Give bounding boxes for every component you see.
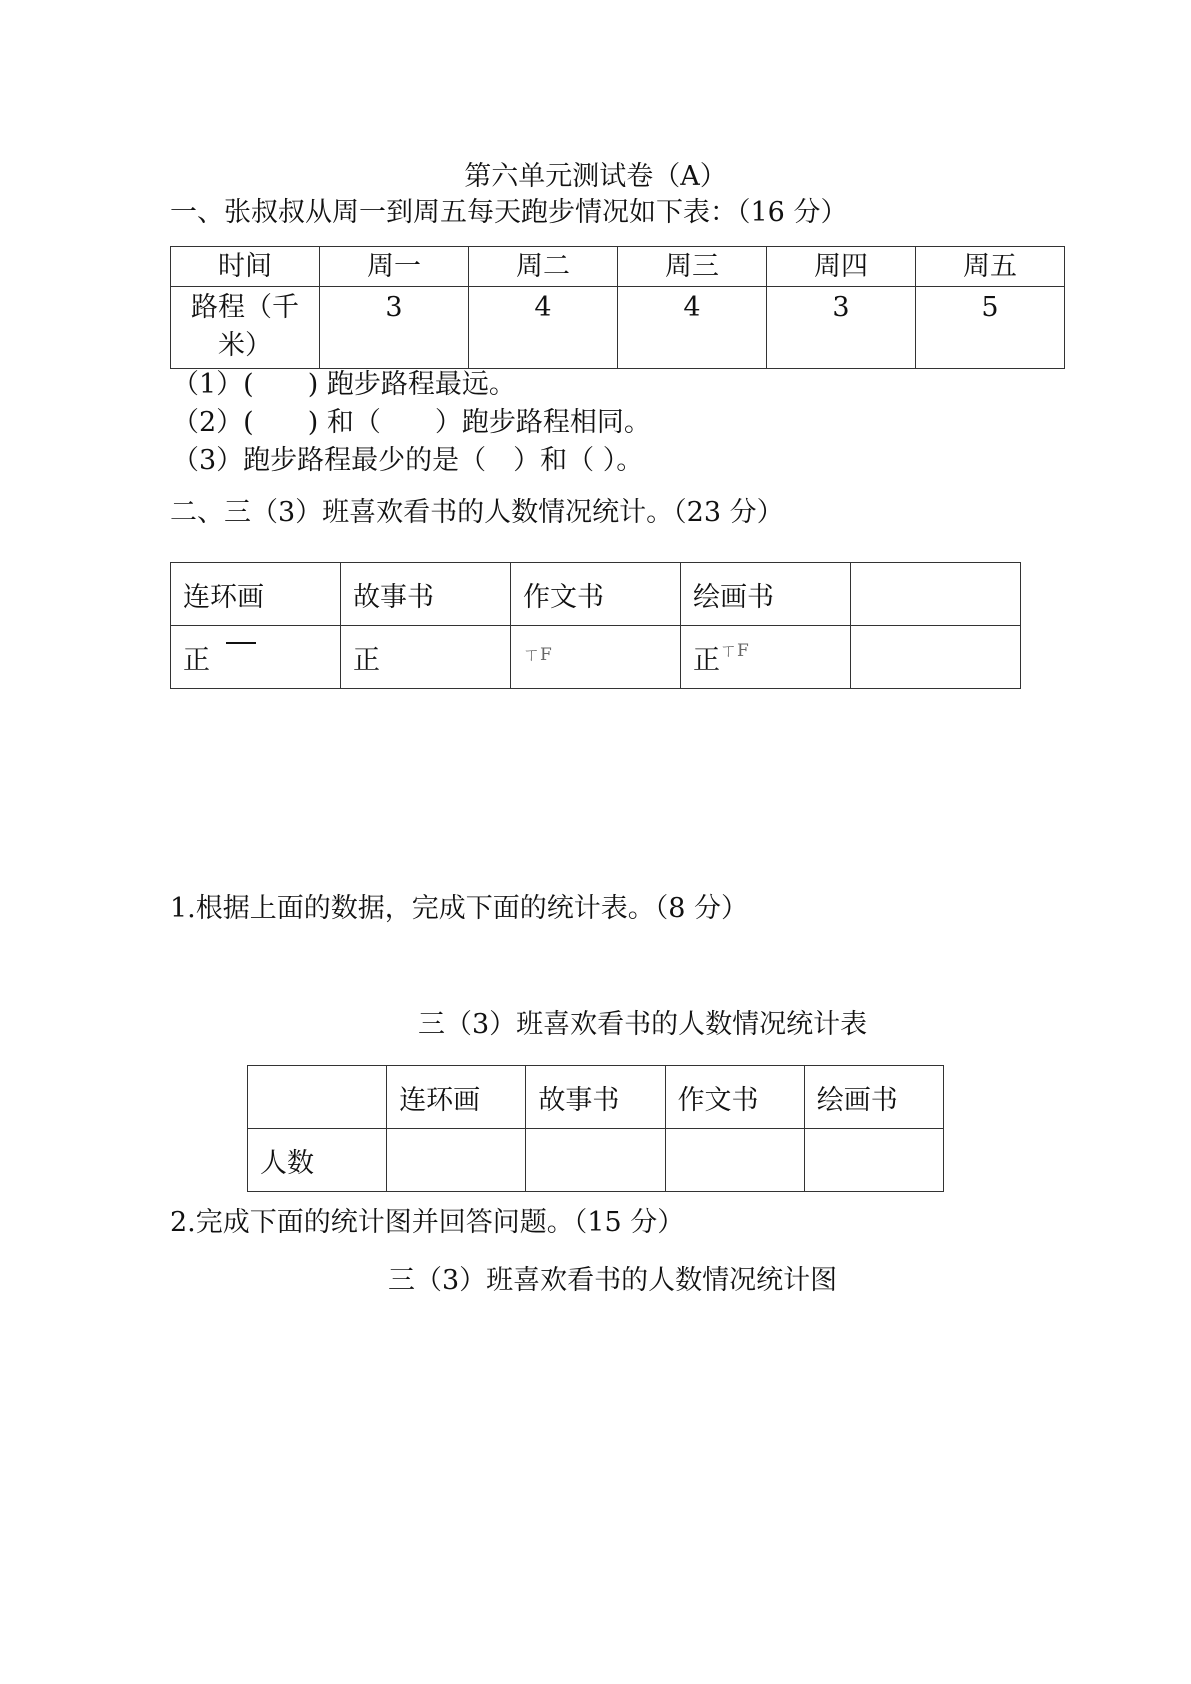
stats-table-title: 三（3）班喜欢看书的人数情况统计表 [418, 1009, 868, 1040]
header-cell-tue: 周二 [469, 247, 618, 287]
table-header-row [248, 1066, 944, 1129]
row-label-distance: 路程（千米） [171, 287, 320, 369]
header-cell-storybooks: 故事书 [341, 563, 511, 626]
header-cell-drawing: 绘画书 [804, 1066, 943, 1129]
header-cell-comics: 连环画 [387, 1066, 526, 1129]
question-2: （2）( ) 和（ ）跑步路程相同。 [172, 407, 651, 438]
partial-tally-icon: ㄒF [523, 644, 552, 665]
value-cell: 3 [767, 287, 916, 369]
tally-mark: 正 [183, 644, 210, 676]
header-cell-comics: 连环画 [171, 563, 341, 626]
sub2-heading: 2.完成下面的统计图并回答问题。（15 分） [170, 1207, 685, 1238]
table-row [248, 1129, 944, 1192]
table-header-row [171, 247, 1065, 287]
header-cell-composition: 作文书 [511, 563, 681, 626]
tally-mark: 正 [693, 644, 720, 676]
tally-cell-storybooks [341, 626, 511, 689]
question-3: （3）跑步路程最少的是（ ）和（ ）。 [172, 445, 644, 476]
tally-cell-empty [851, 626, 1021, 689]
header-cell-blank [248, 1066, 387, 1129]
table-row [171, 287, 1065, 369]
header-cell-mon: 周一 [320, 247, 469, 287]
header-cell-storybooks: 故事书 [526, 1066, 665, 1129]
tally-row [171, 626, 1021, 689]
section1-heading: 一、张叔叔从周一到周五每天跑步情况如下表：（16 分） [170, 197, 848, 228]
tally-cell-comics [171, 626, 341, 689]
value-cell: 3 [320, 287, 469, 369]
stats-table [247, 1065, 944, 1192]
value-cell: 5 [916, 287, 1065, 369]
tally-cell-drawing [681, 626, 851, 689]
section2-heading: 二、三（3）班喜欢看书的人数情况统计。（23 分） [170, 497, 784, 528]
header-cell-time: 时间 [171, 247, 320, 287]
table-header-row [171, 563, 1021, 626]
header-cell-empty [851, 563, 1021, 626]
tally-mark: 正 [353, 644, 380, 676]
header-cell-drawing: 绘画书 [681, 563, 851, 626]
tally-table [170, 562, 1021, 689]
answer-cell[interactable] [526, 1129, 665, 1192]
running-distance-table [170, 246, 1065, 369]
partial-tally-icon: ㄒF [720, 640, 749, 661]
answer-cell[interactable] [804, 1129, 943, 1192]
header-cell-thu: 周四 [767, 247, 916, 287]
header-cell-fri: 周五 [916, 247, 1065, 287]
answer-cell[interactable] [387, 1129, 526, 1192]
header-cell-wed: 周三 [618, 247, 767, 287]
value-cell: 4 [618, 287, 767, 369]
tally-cell-composition [511, 626, 681, 689]
answer-cell[interactable] [665, 1129, 804, 1192]
tally-stroke-icon [226, 642, 256, 644]
chart-title: 三（3）班喜欢看书的人数情况统计图 [388, 1265, 838, 1296]
sub1-heading: 1.根据上面的数据，完成下面的统计表。（8 分） [170, 893, 749, 924]
page-title: 第六单元测试卷（A） [464, 161, 727, 192]
question-1: （1）( ) 跑步路程最远。 [172, 369, 516, 400]
value-cell: 4 [469, 287, 618, 369]
row-label-count: 人数 [248, 1129, 387, 1192]
header-cell-composition: 作文书 [665, 1066, 804, 1129]
